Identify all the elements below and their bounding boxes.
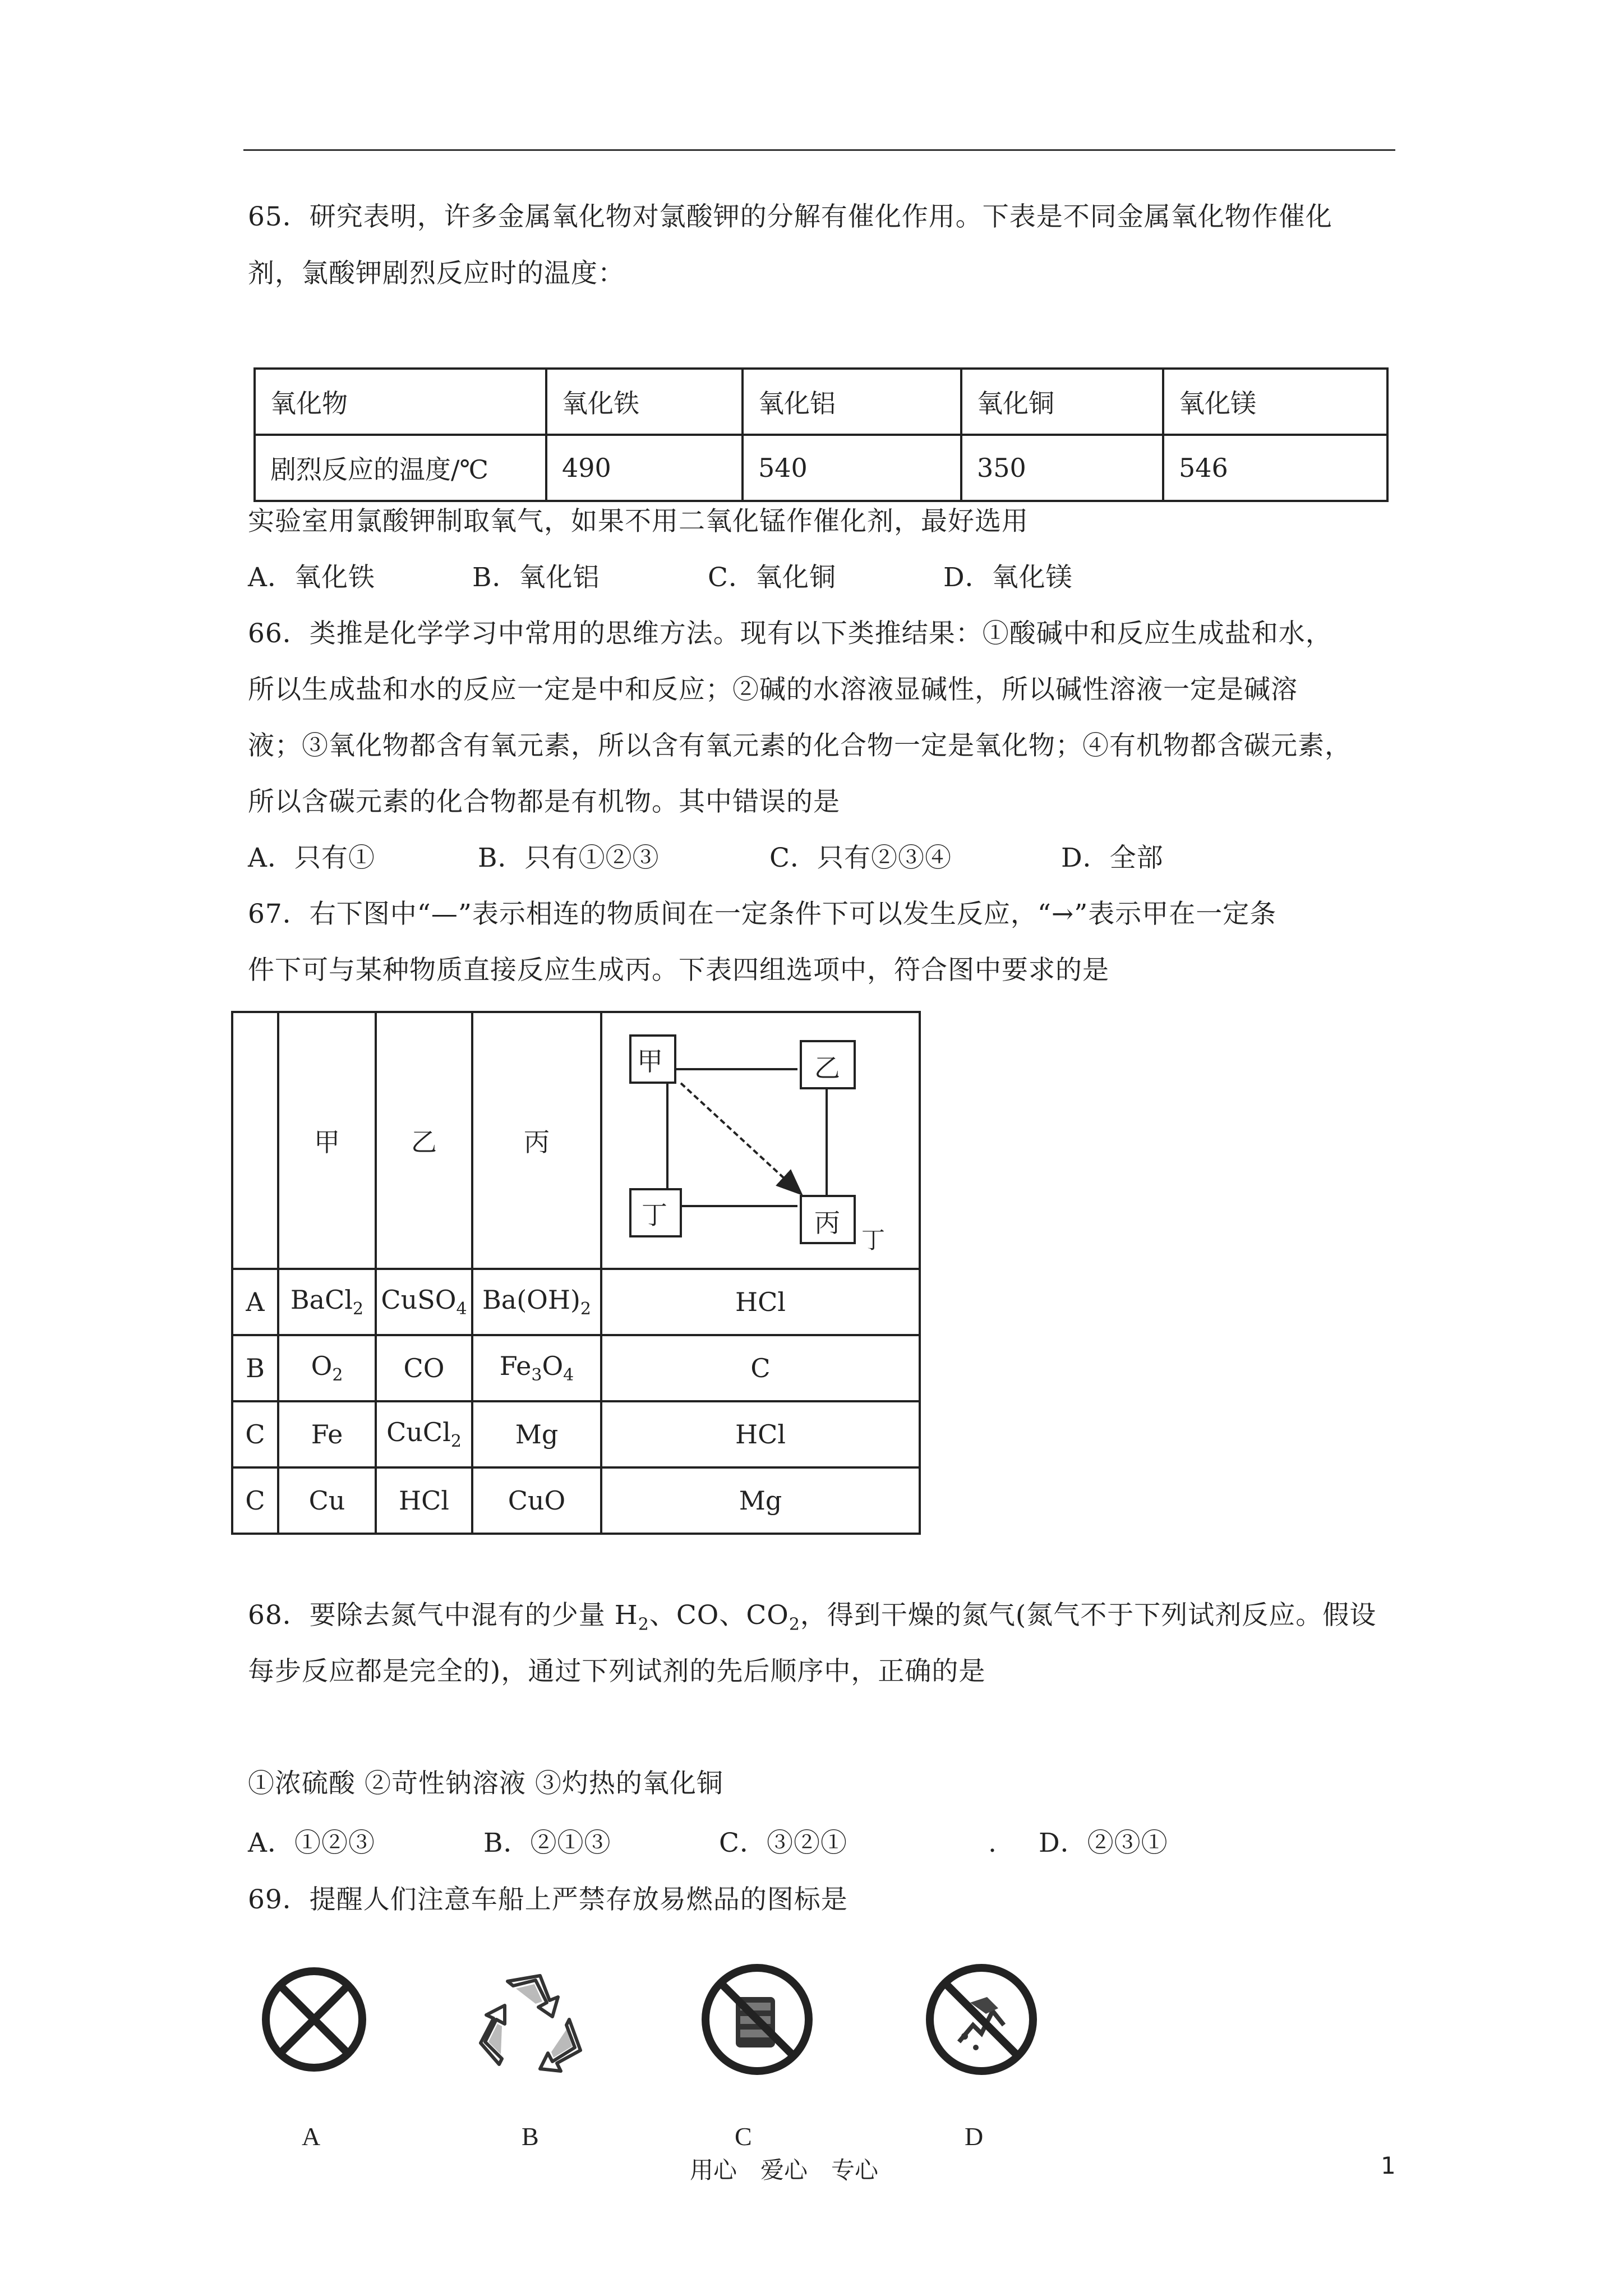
row-label: B [232,1335,278,1401]
q67-cell: 甲 [278,1012,376,1269]
header-rule [243,149,1395,151]
q68-options [248,1826,1168,1860]
option-b[interactable]: B．②①③ [483,1828,611,1858]
stray-ding-label: 丁 [861,1226,886,1254]
node-jia: 甲 [637,1046,663,1076]
q67-cell: 丙 [472,1012,601,1269]
q67-cell: CuSO$_4$ [376,1269,472,1335]
q67-cell: Fe [278,1401,376,1467]
stray-dot: . [988,1828,997,1858]
q68-line-1: 68．要除去氮气中混有的少量 $H_2$、CO、$CO_2$，得到干燥的氮气(氮气不于下列试剂反应。假设 [248,1600,1377,1635]
q67-cell: HCl [376,1467,472,1534]
q66-options [248,841,1164,875]
q67-row-c [232,1401,920,1467]
q65-cell: 氧化铁 [546,369,743,435]
option-d[interactable]: D．氧化镁 [943,562,1073,593]
option-b[interactable]: B．氧化铝 [472,562,600,593]
q67-cell: Cu [278,1467,376,1534]
q65-table-data-row [255,435,1387,501]
node-yi: 乙 [814,1053,840,1083]
option-a[interactable]: A．氧化铁 [248,562,375,593]
option-c[interactable]: C．③②① [719,1828,847,1858]
sign-label-d: D [965,2122,984,2151]
q67-cell: 乙 [376,1012,472,1269]
q67-cell: C [601,1335,920,1401]
q67-cell: CO [376,1335,472,1401]
q67-table [231,1011,921,1535]
q67-cell: Mg [601,1467,920,1534]
q65-cell: 氧化物 [255,369,546,435]
sign-label-c: C [735,2122,752,2151]
q65-cell: 氧化铜 [961,369,1163,435]
page-number: 1 [1381,2152,1396,2179]
footer-motto: 用心 爱心 专心 [690,2156,879,2184]
q65-table-header-row [255,369,1387,435]
q67-header-row [232,1012,920,1269]
q66-line-2: 所以生成盐和水的反应一定是中和反应；②碱的水溶液显碱性，所以碱性溶液一定是碱溶 [248,674,1298,705]
option-c[interactable]: C．氧化铜 [708,562,836,593]
q66-line-1: 66．类推是化学学习中常用的思维方法。现有以下类推结果：①酸碱中和反应生成盐和水， [248,618,1332,649]
q67-cell: $O_2$ [278,1335,376,1401]
q65-cell: 350 [961,435,1163,501]
row-label: C [232,1467,278,1534]
q65-cell: 546 [1163,435,1387,501]
q67-cell: HCl [601,1269,920,1335]
option-b[interactable]: B．只有①②③ [478,843,660,873]
q67-cell: $Fe_3O_4$ [472,1335,601,1401]
no-entry-x-sign-icon[interactable] [258,1963,370,2076]
sign-label-a: A [302,2122,321,2151]
q67-cell: $Ba(OH)_2$ [472,1269,601,1335]
recycle-icon[interactable] [474,1963,592,2081]
q67-cell: CuO [472,1467,601,1534]
no-flammable-storage-icon[interactable] [695,1958,819,2081]
q69-line-1: 69．提醒人们注意车船上严禁存放易燃品的图标是 [248,1884,848,1915]
option-a[interactable]: A．只有① [248,843,375,873]
q65-cell: 氧化镁 [1163,369,1387,435]
q65-cell: 剧烈反应的温度/℃ [255,435,546,501]
no-fireworks-icon[interactable] [920,1958,1043,2081]
q68-line-2: 每步反应都是完全的)，通过下列试剂的先后顺序中，正确的是 [248,1656,986,1687]
q67-row-b [232,1335,920,1401]
q67-cell: BaCl$_2$ [278,1269,376,1335]
q65-options [248,561,1073,595]
q65-cell: 490 [546,435,743,501]
q67-cell: HCl [601,1401,920,1467]
node-ding: 丁 [642,1200,667,1230]
row-label: A [232,1269,278,1335]
option-d[interactable]: D．全部 [1061,843,1164,873]
option-d[interactable]: D．②③① [1039,1828,1168,1858]
q67-cell: Mg [472,1401,601,1467]
q67-line-2: 件下可与某种物质直接反应生成丙。下表四组选项中，符合图中要求的是 [248,955,1109,986]
q65-line-1: 65．研究表明，许多金属氧化物对氯酸钾的分解有催化作用。下表是不同金属氧化物作催化 [248,201,1332,232]
q65-cell: 氧化铝 [743,369,961,435]
q67-row-a [232,1269,920,1335]
q67-cell: CuCl$_2$ [376,1401,472,1467]
q66-line-4: 所以含碳元素的化合物都是有机物。其中错误的是 [248,786,840,817]
q66-line-3: 液；③氧化物都含有氧元素，所以含有氧元素的化合物一定是氧化物；④有机物都含碳元素， [248,730,1352,761]
q67-diagram-cell [601,1012,920,1269]
option-a[interactable]: A．①②③ [248,1828,375,1858]
q65-table [253,367,1389,502]
q67-cell [232,1012,278,1269]
q68-reagents: ①浓硫酸 ②苛性钠溶液 ③灼热的氧化铜 [248,1768,723,1799]
q65-question: 实验室用氯酸钾制取氧气，如果不用二氧化锰作催化剂，最好选用 [248,506,1029,537]
node-bing: 丙 [814,1208,840,1238]
q67-line-1: 67．右下图中“—”表示相连的物质间在一定条件下可以发生反应，“→”表示甲在一定条 [248,899,1277,930]
option-c[interactable]: C．只有②③④ [769,843,952,873]
q65-cell: 540 [743,435,961,501]
q67-row-d [232,1467,920,1534]
sign-label-b: B [522,2122,539,2151]
row-label: C [232,1401,278,1467]
q65-line-2: 剂，氯酸钾剧烈反应时的温度： [248,258,625,289]
